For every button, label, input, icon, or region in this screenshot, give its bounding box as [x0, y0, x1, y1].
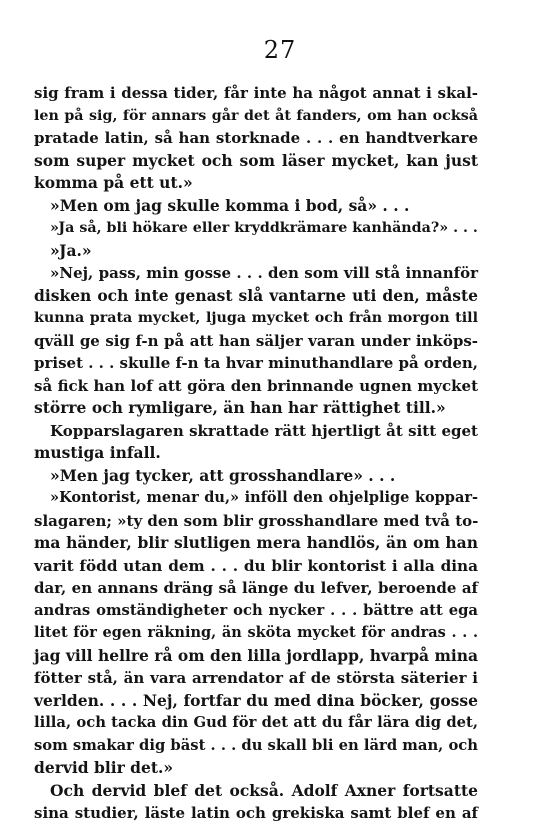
- text-line: komma på ett ut.»: [34, 173, 193, 192]
- text-line: »Men jag tycker, att grosshandlare» . . .: [50, 465, 396, 485]
- text-line: som super mycket och som läser mycket, kan just: [34, 150, 478, 170]
- page-number: 27: [263, 36, 297, 64]
- text-line: andras omständigheter och nycker . . . bättre att ega: [34, 601, 478, 619]
- text-line: kunna prata mycket, ljuga mycket och från morgon till: [34, 310, 478, 326]
- text-line: lilla, och tacka din Gud för det att du får lära dig det,: [34, 714, 478, 731]
- text-line: »Nej, pass, min gosse . . . den som vill stå innanför: [50, 264, 478, 282]
- text-line: litet för egen räkning, än sköta mycket för andras . . .: [34, 624, 478, 641]
- text-line: pratade latin, så han storknade . . . en handtverkare: [34, 129, 478, 147]
- text-line: större och rymligare, än han har rättighet till.»: [34, 398, 446, 417]
- text-line: len på sig, för annars går det åt fanders, om han också: [34, 107, 478, 124]
- text-line: sina studier, läste latin och grekiska samt blef en af: [34, 804, 478, 822]
- text-line: som smakar dig bäst . . . du skall bli en lärd man, och: [34, 736, 478, 754]
- text-line: disken och inte genast slå vantarne uti den, måste: [34, 285, 478, 305]
- body-text: [34, 82, 478, 825]
- text-line: »Men om jag skulle komma i bod, så» . . .: [50, 195, 410, 215]
- text-line: dervid blir det.»: [34, 758, 174, 777]
- text-line: Kopparslagaren skrattade rätt hjertligt åt sitt eget: [50, 421, 478, 440]
- text-line: varit född utan dem . . . du blir kontorist i alla dina: [34, 556, 478, 575]
- text-line: mustiga infall.: [34, 443, 161, 462]
- text-line: »Kontorist, menar du,» inföll den ohjelplige koppar-: [50, 489, 478, 506]
- text-line: verlden. . . . Nej, fortfar du med dina böcker, gosse: [34, 690, 478, 710]
- text-line: fötter stå, än vara arrendator af de största säterier i: [34, 669, 478, 687]
- text-line: dar, en annans dräng så länge du lefver, beroende af: [34, 579, 478, 597]
- text-line: sig fram i dessa tider, får inte ha något annat i skal-: [34, 84, 478, 102]
- text-line: priset . . . skulle f-n ta hvar minuthandlare på orden,: [34, 354, 478, 372]
- text-line: jag vill hellre rå om den lilla jordlapp, hvarpå mina: [34, 645, 479, 665]
- text-line: Och dervid blef det också. Adolf Axner fortsatte: [50, 780, 478, 800]
- text-line: »Ja så, bli hökare eller kryddkrämare kanhända?» . . .: [50, 220, 478, 236]
- text-line: »Ja.»: [50, 240, 92, 260]
- text-line: slagaren; »ty den som blir grosshandlare med två to-: [34, 511, 479, 530]
- text-line: ma händer, blir slutligen mera handlös, än om han: [34, 533, 478, 552]
- text-line: qväll ge sig f-n på att han säljer varan under inköps-: [34, 331, 478, 350]
- text-line: så fick han lof att göra den brinnande ugnen mycket: [34, 376, 478, 395]
